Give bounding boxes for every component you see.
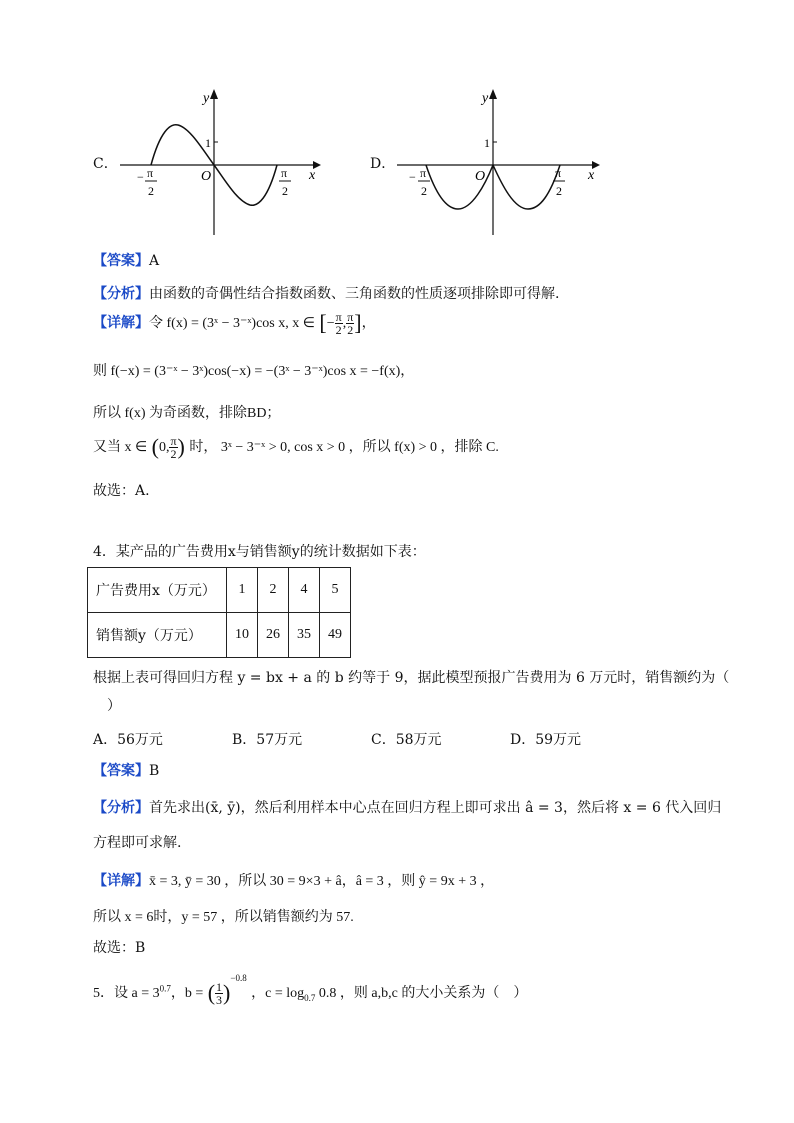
q4-conclusion: 故选：B xyxy=(93,940,146,956)
tick-one: 1 xyxy=(205,136,211,150)
q3-detail-line-1: 【详解】令 f(x) = (3ˣ − 3⁻ˣ)cos x, x ∈ [− $\frac{\pi}{2}$ , $\frac{\pi}{2}$ ]， xyxy=(93,309,376,337)
q3-conclusion: 故选：A. xyxy=(93,483,150,499)
table-row xyxy=(88,568,351,613)
analysis-text: 首先求出(x̄, ȳ)，然后利用样本中心点在回归方程上即可求出 â = 3，然后将 x = 6 代入回归 xyxy=(149,800,722,816)
q3-analysis xyxy=(93,283,559,303)
q4-detail-2: 所以 x = 6时，y = 57 ，所以销售额约为 57. xyxy=(93,910,354,925)
graph-d xyxy=(392,85,632,245)
q3-answer xyxy=(93,250,159,270)
detail-text: x̄ = 3, ȳ = 30 ，所以 30 = 9×3 + â，â = 3 ，则 ŷ = 9x + 3 ， xyxy=(149,874,495,889)
answer-value: B xyxy=(149,763,160,779)
row-label: 广告费用x（万元） xyxy=(88,568,227,613)
x-axis-label: x xyxy=(309,168,316,183)
table-cell: 26 xyxy=(258,613,289,658)
answer-tag: 【答案】 xyxy=(93,253,149,269)
q4-stem-2: 根据上表可得回归方程 y = bx + a 的 b 约等于 9，据此模型预报广告费用为 6 万元时，销售额约为（ xyxy=(93,670,730,686)
q4-option-a: A．56万元 xyxy=(93,732,163,748)
neg-pi: π xyxy=(147,166,154,180)
table-row xyxy=(88,613,351,658)
table-cell: 1 xyxy=(227,568,258,613)
x-axis-label: x xyxy=(588,168,595,183)
answer-value: A xyxy=(149,253,160,269)
y-axis-label: y xyxy=(203,91,210,106)
y-axis-label: y xyxy=(482,91,489,106)
analysis-tag: 【分析】 xyxy=(93,286,149,302)
neg-two: 2 xyxy=(421,184,427,198)
table-cell: 49 xyxy=(320,613,351,658)
q3-detail-line-3: 所以 f(x) 为奇函数，排除BD； xyxy=(93,406,281,421)
q4-analysis-cont: 方程即可求解. xyxy=(93,835,182,851)
neg-pi: π xyxy=(420,166,427,180)
origin-label: O xyxy=(475,169,486,184)
option-d-label: D． xyxy=(370,156,396,172)
detail-formula: 令 f(x) = (3ˣ − 3⁻ˣ)cos x, x ∈ xyxy=(149,316,315,331)
neg-two: 2 xyxy=(148,184,154,198)
q4-option-c: C．58万元 xyxy=(371,732,442,748)
table-cell: 35 xyxy=(289,613,320,658)
q4-stem-2-close: ） xyxy=(107,698,121,714)
q4-option-b: B．57万元 xyxy=(232,732,303,748)
option-c-label: C． xyxy=(93,156,118,172)
q4-stem: 4．某产品的广告费用x与销售额y的统计数据如下表： xyxy=(93,544,426,560)
detail-tag: 【详解】 xyxy=(93,315,149,331)
tick-one: 1 xyxy=(484,136,490,150)
pos-pi: π xyxy=(281,166,288,180)
q4-table xyxy=(87,567,351,658)
pos-two: 2 xyxy=(556,184,562,198)
table-cell: 10 xyxy=(227,613,258,658)
neg-sign: − xyxy=(137,170,144,184)
q4-option-d: D．59万元 xyxy=(510,732,582,748)
table-cell: 5 xyxy=(320,568,351,613)
answer-tag: 【答案】 xyxy=(93,763,149,779)
neg-sign: − xyxy=(409,170,416,184)
graph-c xyxy=(115,85,375,245)
table-cell: 2 xyxy=(258,568,289,613)
q3-detail-line-4: 又当 x ∈ (0, $\frac{\pi}{2}$ ) 时， 3ˣ − 3⁻ˣ > 0, cos x > 0 ，所以 f(x) > 0 ，排除 C. xyxy=(93,433,499,461)
origin-label: O xyxy=(201,169,212,184)
q4-analysis xyxy=(93,797,721,817)
q4-answer xyxy=(93,760,159,780)
table-cell: 4 xyxy=(289,568,320,613)
analysis-tag: 【分析】 xyxy=(93,800,149,816)
row-label: 销售额y（万元） xyxy=(88,613,227,658)
analysis-text: 由函数的奇偶性结合指数函数、三角函数的性质逐项排除即可得解. xyxy=(149,286,560,302)
q4-detail xyxy=(93,870,494,890)
q5-stem: 5．设 $a = 3^{0.7}$，b = ( $\frac{1}{3}$ )$^{-0.8}$ ，$c = \log_{0.7} 0.8$ ，则 a,b,c 的大小关系为（ ） xyxy=(93,973,528,1007)
pos-pi: π xyxy=(555,166,562,180)
q3-detail-line-2: 则 f(−x) = (3⁻ˣ − 3ˣ)cos(−x) = −(3ˣ − 3⁻ˣ)cos x = −f(x)， xyxy=(93,364,415,379)
detail-tag: 【详解】 xyxy=(93,873,149,889)
pos-two: 2 xyxy=(282,184,288,198)
